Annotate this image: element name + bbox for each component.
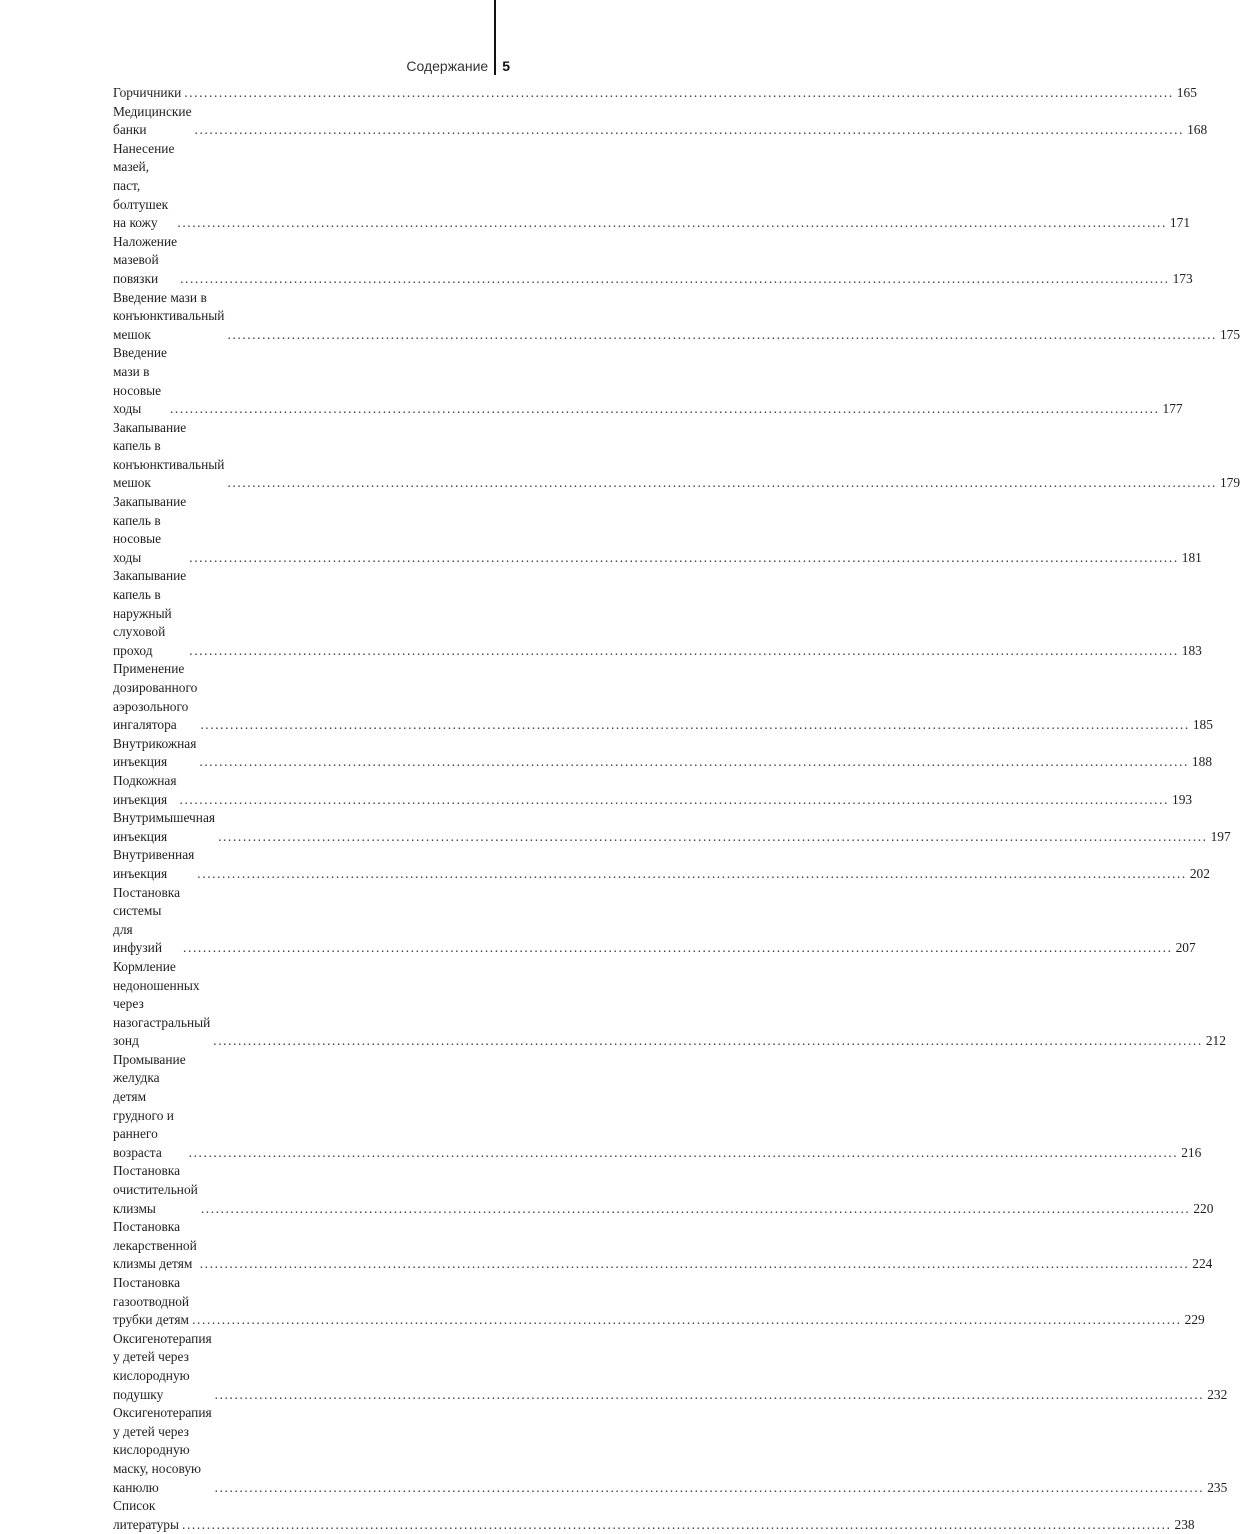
- toc-entry-title: Подкожная инъекция: [113, 772, 177, 807]
- toc-entry-title: Закапывание капель в носовые ходы: [113, 494, 187, 565]
- toc-leader-dots: ........................................................................................................................................................................................................: [227, 326, 1217, 342]
- toc-entry-page: 229: [1184, 1312, 1205, 1328]
- toc-entry-page: 238: [1174, 1516, 1195, 1532]
- toc-entry-title: Введение мази в носовые ходы: [113, 345, 167, 417]
- toc-entry[interactable]: [113, 1162, 1214, 1218]
- toc-entry[interactable]: [113, 772, 1193, 809]
- toc-entry-page: 173: [1172, 270, 1193, 286]
- section-title: Содержание: [406, 58, 489, 74]
- toc-entry[interactable]: [113, 233, 1193, 289]
- toc-leader-dots: ........................................................................................................................................................................................................: [188, 1144, 1179, 1160]
- toc-entry-page: 175: [1219, 326, 1240, 342]
- running-header: [300, 58, 510, 76]
- toc-entry-title: Список литературы: [113, 1498, 179, 1532]
- toc-entry[interactable]: [113, 1274, 1205, 1330]
- toc-entry-title: Внутримышечная инъекция: [113, 810, 216, 844]
- toc-entry[interactable]: [113, 103, 1208, 140]
- toc-leader-dots: ........................................................................................................................................................................................................: [199, 1256, 1190, 1272]
- toc-entry-page: 185: [1192, 717, 1213, 733]
- toc-leader-dots: ........................................................................................................................................................................................................: [227, 475, 1217, 491]
- toc-leader-dots: ........................................................................................................................................................................................................: [200, 1200, 1191, 1216]
- toc-entry-page: 177: [1162, 401, 1183, 417]
- page-number: 5: [502, 58, 510, 74]
- table-of-contents: [113, 84, 1240, 1534]
- toc-entry-title: Горчичники: [113, 85, 182, 100]
- toc-entry-page: 212: [1205, 1033, 1226, 1049]
- toc-entry-title: Нанесение мазей, паст, болтушек на кожу: [113, 140, 175, 231]
- toc-entry-title: Оксигенотерапия у детей через кислородную маску, носовую канюлю: [113, 1405, 212, 1495]
- toc-entry-page: 207: [1175, 940, 1196, 956]
- toc-entry-title: Промывание желудка детям грудного и раннего возраста: [113, 1051, 186, 1160]
- toc-entry[interactable]: [113, 846, 1210, 883]
- toc-entry-title: Введение мази в конъюнктивальный мешок: [113, 289, 225, 342]
- toc-entry-title: Постановка газоотводной трубки детям: [113, 1275, 190, 1328]
- toc-leader-dots: ........................................................................................................................................................................................................: [200, 717, 1190, 733]
- toc-leader-dots: ........................................................................................................................................................................................................: [192, 1312, 1182, 1328]
- toc-leader-dots: ........................................................................................................................................................................................................: [183, 940, 1173, 956]
- toc-entry-page: 168: [1187, 122, 1208, 138]
- toc-entry[interactable]: [113, 1404, 1228, 1497]
- toc-leader-dots: ........................................................................................................................................................................................................: [214, 1386, 1205, 1402]
- toc-leader-dots: ........................................................................................................................................................................................................: [182, 1516, 1172, 1532]
- toc-entry[interactable]: [113, 1218, 1213, 1274]
- toc-leader-dots: ........................................................................................................................................................................................................: [194, 122, 1185, 138]
- toc-entry-page: 216: [1181, 1144, 1202, 1160]
- toc-entry[interactable]: [113, 958, 1226, 1051]
- toc-entry[interactable]: [113, 140, 1191, 233]
- toc-entry[interactable]: [113, 884, 1196, 958]
- toc-entry[interactable]: [113, 809, 1231, 846]
- toc-entry-page: 183: [1181, 642, 1202, 658]
- toc-entry-title: Постановка очистительной клизмы: [113, 1163, 198, 1216]
- toc-entry-page: 224: [1192, 1256, 1213, 1272]
- toc-entry-title: Медицинские банки: [113, 103, 192, 138]
- toc-entry[interactable]: [113, 1497, 1195, 1534]
- toc-entry[interactable]: [113, 1330, 1228, 1404]
- toc-entry-page: 220: [1193, 1200, 1214, 1216]
- toc-entry[interactable]: [113, 344, 1183, 418]
- toc-entry-title: Внутривенная инъекция: [113, 847, 195, 881]
- toc-entry-page: 193: [1172, 791, 1193, 807]
- toc-entry-title: Наложение мазевой повязки: [113, 233, 178, 286]
- toc-entry-page: 232: [1207, 1386, 1228, 1402]
- toc-leader-dots: ........................................................................................................................................................................................................: [177, 215, 1167, 231]
- toc-entry[interactable]: [113, 493, 1202, 567]
- toc-entry-title: Применение дозированного аэрозольного ингалятора: [113, 661, 198, 733]
- toc-entry-title: Постановка лекарственной клизмы детям: [113, 1219, 197, 1272]
- toc-entry[interactable]: [113, 660, 1213, 734]
- toc-entry-title: Внутрикожная инъекция: [113, 735, 197, 770]
- toc-leader-dots: ........................................................................................................................................................................................................: [199, 754, 1189, 770]
- toc-leader-dots: ........................................................................................................................................................................................................: [189, 549, 1179, 565]
- toc-entry-page: 197: [1210, 828, 1231, 844]
- toc-entry[interactable]: [113, 1051, 1202, 1163]
- toc-entry[interactable]: [113, 735, 1213, 772]
- toc-entry-page: 181: [1181, 549, 1202, 565]
- toc-entry[interactable]: [113, 289, 1240, 345]
- toc-entry-title: Оксигенотерапия у детей через кислородную подушку: [113, 1330, 212, 1402]
- toc-leader-dots: ........................................................................................................................................................................................................: [179, 791, 1170, 807]
- toc-leader-dots: ........................................................................................................................................................................................................: [213, 1033, 1203, 1049]
- toc-leader-dots: ........................................................................................................................................................................................................: [180, 270, 1170, 286]
- toc-entry-title: Закапывание капель в наружный слуховой проход: [113, 568, 187, 658]
- toc-entry-page: 202: [1189, 865, 1210, 881]
- toc-leader-dots: ........................................................................................................................................................................................................: [218, 828, 1208, 844]
- toc-entry-title: Кормление недоношенных через назогастральный зонд: [113, 958, 211, 1049]
- toc-leader-dots: ........................................................................................................................................................................................................: [169, 401, 1160, 417]
- toc-entry-page: 171: [1169, 215, 1191, 231]
- toc-entry-page: 165: [1176, 85, 1197, 100]
- toc-entry-title: Постановка системы для инфузий: [113, 884, 181, 956]
- toc-leader-dots: ........................................................................................................................................................................................................: [197, 865, 1187, 881]
- toc-entry-page: 188: [1191, 754, 1213, 770]
- toc-entry-title: Закапывание капель в конъюнктивальный мешок: [113, 419, 225, 491]
- toc-leader-dots: ........................................................................................................................................................................................................: [189, 642, 1179, 658]
- toc-entry[interactable]: [113, 419, 1240, 493]
- toc-leader-dots: ........................................................................................................................................................................................................: [214, 1479, 1205, 1495]
- toc-entry-page: 179: [1219, 475, 1240, 491]
- toc-leader-dots: ........................................................................................................................................................................................................: [184, 85, 1174, 100]
- toc-entry[interactable]: [113, 567, 1202, 660]
- toc-entry[interactable]: [113, 84, 1197, 103]
- toc-entry-page: 235: [1207, 1479, 1228, 1495]
